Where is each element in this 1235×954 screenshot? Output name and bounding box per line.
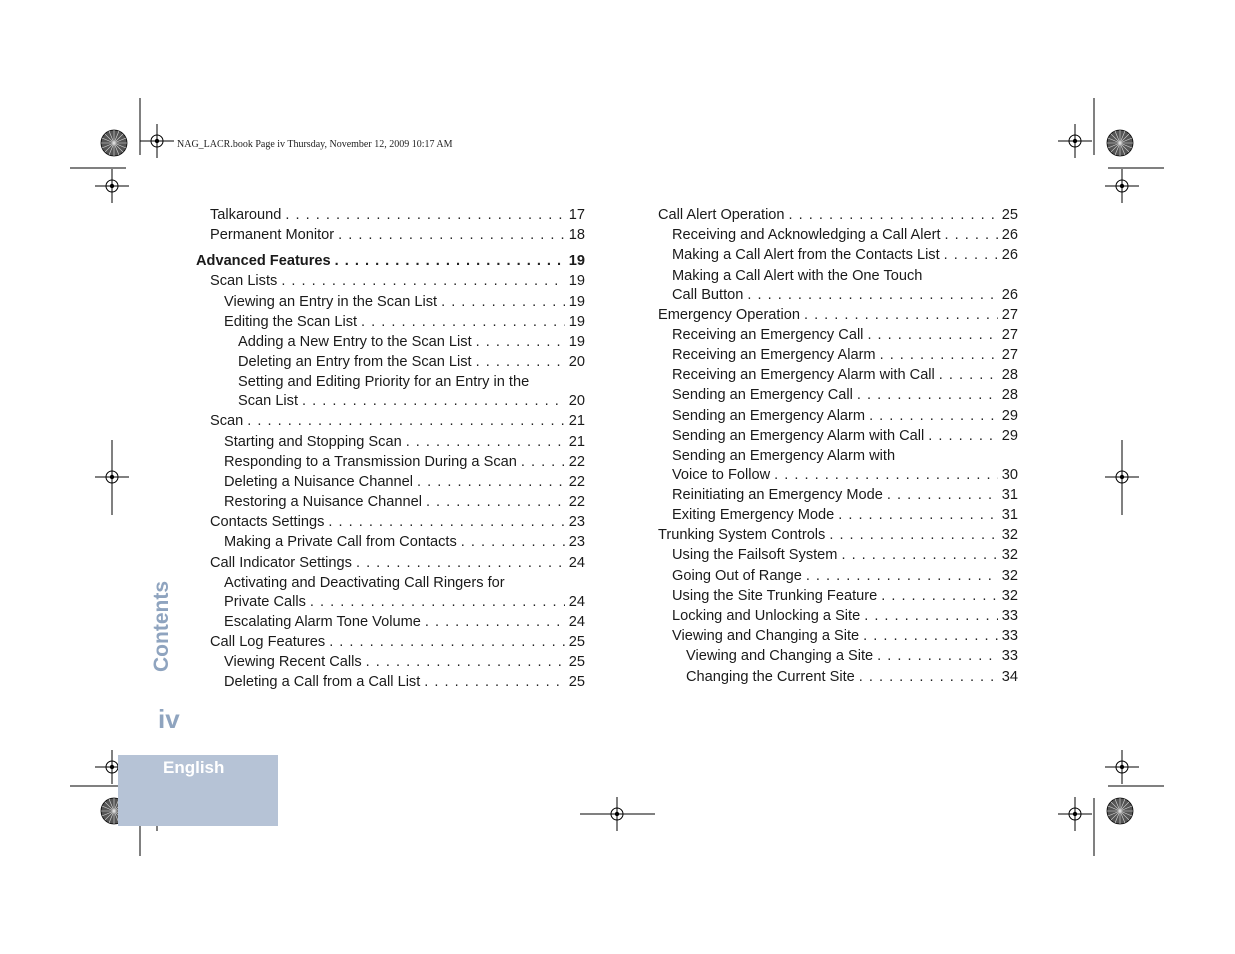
dot-leader [869,407,998,426]
dot-leader [880,346,998,365]
toc-page-number: 19 [568,293,585,310]
toc-page-number: 32 [1001,567,1018,584]
dot-leader [361,313,565,332]
toc-entry[interactable] [644,306,1018,325]
dot-leader [335,252,565,271]
toc-entry-title: Reinitiating an Emergency Mode [672,486,883,503]
toc-entry[interactable] [196,533,585,552]
toc-entry[interactable] [196,653,585,672]
toc-page-number: 23 [568,514,585,531]
toc-page-number: 33 [1001,628,1018,645]
toc-entry[interactable] [644,206,1018,225]
toc-page-number: 27 [1001,306,1018,323]
toc-left-column [196,206,585,694]
toc-entry-title: Contacts Settings [210,514,325,531]
dot-leader [476,353,565,372]
toc-entry[interactable] [196,473,585,492]
toc-entry-title: Receiving an Emergency Alarm with Call [672,367,935,384]
toc-entry[interactable] [196,433,585,452]
dot-leader [857,386,998,405]
toc-entry[interactable] [644,506,1018,525]
toc-page-number: 34 [1001,668,1018,685]
toc-entry-title: Private Calls [224,593,306,610]
toc-page-number: 19 [568,313,585,330]
toc-entry[interactable] [644,366,1018,385]
toc-entry-title: Scan Lists [210,273,278,290]
toc-entry[interactable] [644,427,1018,446]
dot-leader [881,587,998,606]
dot-leader [863,627,998,646]
toc-entry[interactable] [644,326,1018,345]
toc-entry[interactable] [644,246,1018,265]
toc-page-number: 24 [568,613,585,630]
toc-entry[interactable] [644,407,1018,426]
toc-entry[interactable] [644,267,1018,305]
toc-entry-title-line: Activating and Deactivating Call Ringers for [224,574,505,591]
bottom-right-marks [1058,750,1164,856]
toc-entry[interactable] [644,546,1018,565]
toc-entry-title: Call Button [672,286,744,303]
page-number: iv [158,704,180,734]
toc-entry[interactable] [196,673,585,692]
toc-entry-title: Sending an Emergency Alarm [672,407,866,424]
toc-page-number: 23 [568,534,585,551]
toc-entry-title: Viewing Recent Calls [224,654,362,671]
toc-entry-title: Voice to Follow [672,466,771,483]
toc-page-number: 25 [568,634,585,650]
toc-entry-title: Adding a New Entry to the Scan List [238,333,472,350]
toc-entry[interactable] [644,386,1018,405]
dot-leader [328,513,564,532]
dot-leader [302,392,565,411]
toc-page-number: 19 [568,333,585,350]
toc-entry-title: Call Log Features [210,634,326,650]
toc-entry[interactable] [196,373,585,411]
toc-entry[interactable] [196,333,585,352]
toc-entry-title: Advanced Features [196,253,331,270]
toc-entry[interactable] [644,567,1018,586]
section-label: Contents [150,581,173,672]
dot-leader [521,453,565,472]
dot-leader [928,427,997,446]
toc-entry-title: Using the Site Trunking Feature [672,587,878,604]
dot-leader [425,613,565,632]
dot-leader [426,493,565,512]
toc-entry-title: Locking and Unlocking a Site [672,608,861,624]
toc-entry-title: Call Indicator Settings [210,554,352,571]
toc-page-number: 27 [1001,346,1018,363]
toc-entry-title: Using the Failsoft System [672,547,838,564]
toc-entry-title: Restoring a Nuisance Channel [224,494,422,511]
toc-entry-title: Talkaround [210,207,282,223]
toc-entry-title: Emergency Operation [658,306,800,323]
toc-entry[interactable] [644,486,1018,505]
toc-entry-title: Sending an Emergency Call [672,387,853,404]
toc-page-number: 25 [568,654,585,671]
toc-entry[interactable] [644,346,1018,365]
mid-right-marks [1105,440,1139,515]
toc-entry[interactable] [644,647,1018,666]
dot-leader [310,593,565,612]
file-header: NAG_LACR.book Page iv Thursday, November 12, 2009 10:17 AM [177,139,453,150]
dot-leader [356,554,565,573]
toc-page-number: 20 [568,393,585,410]
toc-entry-title: Viewing an Entry in the Scan List [224,293,438,310]
toc-entry-title: Starting and Stopping Scan [224,433,402,450]
toc-page-number: 20 [568,354,585,371]
toc-entry[interactable] [196,633,585,652]
dot-leader [247,412,565,431]
dot-leader [864,607,998,626]
toc-entry[interactable] [196,206,585,225]
toc-entry-title: Making a Private Call from Contacts [224,534,457,551]
toc-entry-title: Viewing and Changing a Site [686,648,874,665]
toc-page-number: 28 [1001,387,1018,404]
dot-leader [945,226,998,245]
toc-entry-title: Changing the Current Site [686,668,855,685]
dot-leader [944,246,998,265]
toc-page-number: 19 [568,273,585,290]
dot-leader [285,206,564,225]
toc-entry-title: Deleting a Call from a Call List [224,674,421,691]
toc-page-number: 19 [568,253,585,270]
toc-entry[interactable] [196,453,585,472]
toc-entry[interactable] [196,293,585,312]
dot-leader [829,526,997,545]
language-label: English [163,758,225,777]
toc-entry[interactable] [196,613,585,632]
toc-page-number: 22 [568,494,585,511]
toc-page-number: 17 [568,207,585,223]
dot-leader [877,647,998,666]
dot-leader [461,533,565,552]
toc-entry[interactable] [196,513,585,532]
toc-entry[interactable] [644,587,1018,606]
toc-entry-title: Scan List [238,393,299,410]
toc-page-number: 31 [1001,486,1018,503]
dot-leader [859,668,998,687]
dot-leader [887,486,998,505]
toc-entry[interactable] [196,412,585,431]
toc-entry-title: Deleting an Entry from the Scan List [238,354,472,371]
toc-page-number: 22 [568,473,585,490]
toc-entry[interactable] [196,272,585,291]
toc-entry[interactable] [196,493,585,512]
toc-entry-title: Trunking System Controls [658,527,826,544]
toc-entry[interactable] [644,447,1018,485]
toc-page-number: 21 [568,413,585,430]
toc-page-number: 28 [1001,367,1018,384]
dot-leader [476,333,565,352]
toc-page-number: 25 [568,674,585,691]
toc-entry[interactable] [196,353,585,372]
toc-entry-title-line: Sending an Emergency Alarm with [672,447,896,464]
dot-leader [939,366,998,385]
toc-entry-title: Escalating Alarm Tone Volume [224,613,421,630]
dot-leader [406,433,565,452]
toc-page-number: 18 [568,227,585,244]
dot-leader [329,633,565,652]
toc-entry[interactable] [644,226,1018,245]
toc-entry-title: Going Out of Range [672,567,802,584]
toc-entry[interactable] [196,252,585,271]
dot-leader [806,567,998,586]
dot-leader [867,326,997,345]
toc-entry[interactable] [196,226,585,245]
dot-leader [789,206,998,225]
toc-entry-title: Deleting a Nuisance Channel [224,473,414,490]
toc-page-number: 33 [1001,648,1018,665]
toc-entry-title: Receiving an Emergency Call [672,326,864,343]
top-left-marks [70,98,174,203]
dot-leader [366,653,565,672]
mid-left-marks [95,440,129,515]
toc-entry[interactable] [196,313,585,332]
toc-entry-title-line: Making a Call Alert with the One Touch [672,267,923,284]
toc-page-number: 32 [1001,547,1018,564]
dot-leader [841,546,997,565]
toc-entry-title: Exiting Emergency Mode [672,507,835,524]
dot-leader [838,506,998,525]
toc-entry[interactable] [644,627,1018,646]
toc-entry-title: Viewing and Changing a Site [672,628,860,645]
toc-entry-title: Receiving and Acknowledging a Call Alert [672,227,941,244]
top-right-marks [1058,98,1164,203]
toc-entry[interactable] [196,574,585,612]
toc-entry-title: Permanent Monitor [210,227,335,244]
toc-page-number: 32 [1001,587,1018,604]
toc-page-number: 30 [1001,466,1018,483]
dot-leader [281,272,564,291]
toc-entry[interactable] [196,554,585,573]
toc-page-number: 25 [1001,207,1018,223]
toc-entry[interactable] [644,668,1018,687]
dot-leader [441,293,565,312]
bottom-center-mark [580,797,655,831]
toc-page-number: 33 [1001,608,1018,624]
toc-entry-title-line: Setting and Editing Priority for an Entry in the [238,374,530,391]
toc-entry-title: Editing the Scan List [224,313,358,330]
toc-page-number: 26 [1001,286,1018,303]
toc-page-number: 32 [1001,527,1018,544]
dot-leader [804,306,998,325]
toc-entry-title: Responding to a Transmission During a Scan [224,453,517,470]
toc-entry-title: Scan [210,413,244,430]
toc-right-column [644,206,1018,688]
dot-leader [424,673,564,692]
toc-page-number: 29 [1001,407,1018,424]
toc-entry[interactable] [644,526,1018,545]
toc-entry-title: Sending an Emergency Alarm with Call [672,427,925,444]
toc-page-number: 27 [1001,326,1018,343]
dot-leader [747,286,997,305]
toc-page-number: 26 [1001,227,1018,244]
toc-entry-title: Making a Call Alert from the Contacts List [672,247,940,264]
toc-page-number: 24 [568,593,585,610]
toc-page-number: 29 [1001,427,1018,444]
toc-page-number: 24 [568,554,585,571]
dot-leader [774,466,998,485]
toc-page-number: 31 [1001,507,1018,524]
toc-page-number: 22 [568,453,585,470]
dot-leader [417,473,565,492]
toc-entry-title: Receiving an Emergency Alarm [672,346,876,363]
toc-entry[interactable] [644,607,1018,626]
toc-page-number: 26 [1001,247,1018,264]
toc-entry-title: Call Alert Operation [658,207,785,223]
dot-leader [338,226,565,245]
language-tab [118,755,278,826]
toc-page-number: 21 [568,433,585,450]
